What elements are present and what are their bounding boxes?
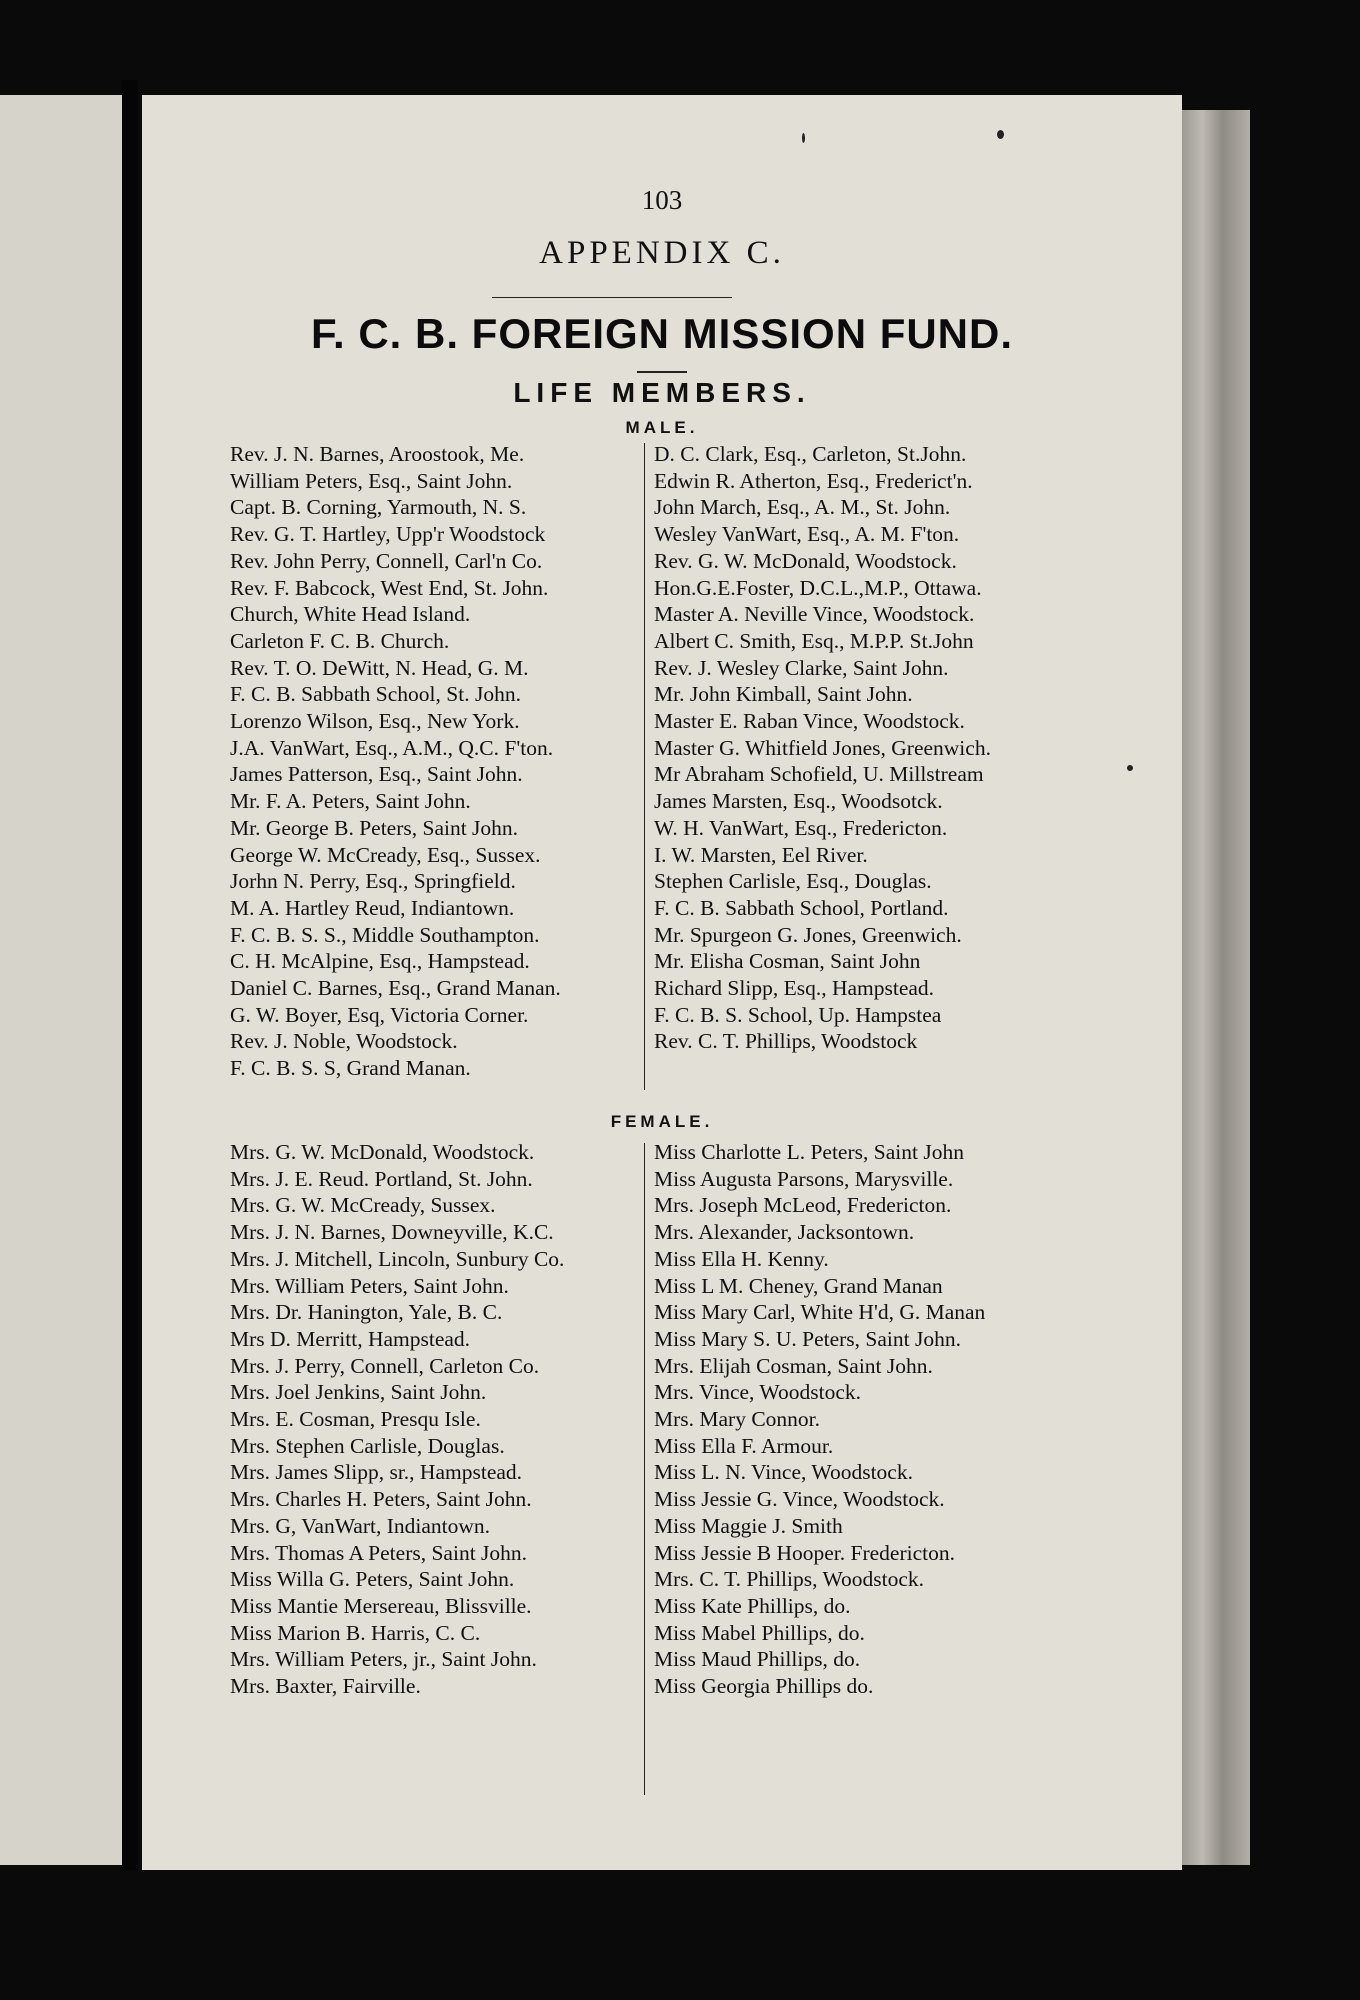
male-heading: MALE. [625, 418, 699, 437]
document-page [142, 95, 1182, 1870]
list-item: Miss Augusta Parsons, Marysville. [654, 1166, 954, 1191]
list-item: Miss Charlotte L. Peters, Saint John [654, 1140, 964, 1164]
list-item: John March, Esq., A. M., St. John. [654, 495, 951, 520]
list-item: Mrs. G. W. McDonald, Woodstock. [230, 1140, 535, 1164]
list-item: Mr. John Kimball, Saint John. [654, 682, 913, 707]
list-item: Miss L M. Cheney, Grand Manan [654, 1273, 943, 1298]
list-item: Mrs D. Merritt, Hampstead. [230, 1326, 471, 1351]
list-item: F. C. B. Sabbath School, Portland. [654, 895, 949, 920]
list-item: Miss Georgia Phillips do. [654, 1674, 874, 1699]
list-item: Master E. Raban Vince, Woodstock. [654, 709, 965, 734]
list-item: Mrs. Stephen Carlisle, Douglas. [230, 1433, 505, 1458]
list-item: Rev. C. T. Phillips, Woodstock [654, 1029, 918, 1054]
list-item: Miss Maggie J. Smith [654, 1513, 843, 1538]
ink-speck [1127, 765, 1133, 771]
list-item: Miss L. N. Vince, Woodstock. [654, 1460, 913, 1485]
list-item: Mrs. G. W. McCready, Sussex. [230, 1193, 496, 1218]
male-list-right [654, 441, 991, 1055]
female-list-right [654, 1139, 985, 1700]
list-item: Mrs. G, VanWart, Indiantown. [230, 1513, 491, 1538]
list-item: Miss Mantie Mersereau, Blissville. [230, 1593, 532, 1618]
list-item: Mrs. J. E. Reud. Portland, St. John. [230, 1166, 533, 1191]
female-list-left [230, 1139, 564, 1700]
list-item: Mrs. Charles H. Peters, Saint John. [230, 1487, 532, 1512]
list-item: F. C. B. Sabbath School, St. John. [230, 682, 521, 707]
page-title: F. C. B. FOREIGN MISSION FUND. [310, 310, 1014, 357]
list-item: W. H. VanWart, Esq., Fredericton. [654, 815, 948, 840]
list-item: Mrs. Dr. Hanington, Yale, B. C. [230, 1300, 503, 1325]
list-item: Mrs. William Peters, jr., Saint John. [230, 1647, 537, 1672]
list-item: Wesley VanWart, Esq., A. M. F'ton. [654, 522, 960, 547]
list-item: James Marsten, Esq., Woodsotck. [654, 789, 943, 814]
list-item: F. C. B. S. School, Up. Hampstea [654, 1002, 942, 1027]
list-item: Rev. J. Wesley Clarke, Saint John. [654, 655, 949, 680]
list-item: Rev. G. T. Hartley, Upp'r Woodstock [230, 522, 546, 547]
list-item: Miss Maud Phillips, do. [654, 1647, 861, 1672]
list-item: Mrs. Alexander, Jacksontown. [654, 1220, 915, 1245]
list-item: Mr. George B. Peters, Saint John. [230, 815, 519, 840]
list-item: George W. McCready, Esq., Sussex. [230, 842, 541, 867]
male-list-left [230, 441, 561, 1082]
list-item: Mrs. Baxter, Fairville. [230, 1674, 421, 1699]
list-item: James Patterson, Esq., Saint John. [230, 762, 523, 787]
list-item: Mrs. J. Mitchell, Lincoln, Sunbury Co. [230, 1246, 565, 1271]
list-item: Capt. B. Corning, Yarmouth, N. S. [230, 495, 527, 520]
page-stack-edge [1182, 110, 1250, 1865]
appendix-heading: APPENDIX C. [539, 235, 785, 271]
list-item: Carleton F. C. B. Church. [230, 628, 450, 653]
list-item: C. H. McAlpine, Esq., Hampstead. [230, 949, 530, 974]
list-item: Miss Mary Carl, White H'd, G. Manan [654, 1300, 986, 1325]
list-item: Mr. Spurgeon G. Jones, Greenwich. [654, 922, 962, 947]
list-item: Mrs. William Peters, Saint John. [230, 1273, 509, 1298]
list-item: Rev. J. Noble, Woodstock. [230, 1029, 458, 1054]
list-item: Daniel C. Barnes, Esq., Grand Manan. [230, 976, 561, 1001]
column-divider [644, 443, 645, 1090]
list-item: F. C. B. S. S., Middle Southampton. [230, 922, 540, 947]
list-item: Mrs. Elijah Cosman, Saint John. [654, 1353, 933, 1378]
list-item: Miss Jessie G. Vince, Woodstock. [654, 1487, 945, 1512]
list-item: J.A. VanWart, Esq., A.M., Q.C. F'ton. [230, 735, 554, 760]
list-item: I. W. Marsten, Eel River. [654, 842, 868, 867]
list-item: Edwin R. Atherton, Esq., Frederict'n. [654, 468, 973, 493]
list-item: Mrs. Joseph McLeod, Fredericton. [654, 1193, 952, 1218]
section-title: LIFE MEMBERS. [513, 377, 811, 408]
facing-page-edge [0, 95, 130, 1865]
list-item: Mrs. James Slipp, sr., Hampstead. [230, 1460, 523, 1485]
list-item: Miss Willa G. Peters, Saint John. [230, 1567, 515, 1592]
list-item: G. W. Boyer, Esq, Victoria Corner. [230, 1002, 529, 1027]
list-item: Mr. F. A. Peters, Saint John. [230, 789, 471, 814]
list-item: Mrs. Mary Connor. [654, 1407, 821, 1432]
list-item: Mrs. Joel Jenkins, Saint John. [230, 1380, 487, 1405]
list-item: Miss Ella H. Kenny. [654, 1246, 829, 1271]
list-item: D. C. Clark, Esq., Carleton, St.John. [654, 442, 967, 466]
list-item: William Peters, Esq., Saint John. [230, 468, 513, 493]
ink-speck [997, 130, 1004, 139]
list-item: Stephen Carlisle, Esq., Douglas. [654, 869, 932, 894]
column-divider [644, 1143, 645, 1795]
list-item: Church, White Head Island. [230, 602, 471, 627]
list-item: Rev. T. O. DeWitt, N. Head, G. M. [230, 655, 529, 680]
list-item: Miss Mabel Phillips, do. [654, 1620, 865, 1645]
list-item: Rev. J. N. Barnes, Aroostook, Me. [230, 442, 525, 466]
list-item: Mrs. J. N. Barnes, Downeyville, K.C. [230, 1220, 554, 1245]
book-binding [122, 80, 138, 1870]
list-item: Albert C. Smith, Esq., M.P.P. St.John [654, 628, 974, 653]
list-item: Mrs. Vince, Woodstock. [654, 1380, 861, 1405]
list-item: Miss Ella F. Armour. [654, 1433, 834, 1458]
list-item: Rev. G. W. McDonald, Woodstock. [654, 548, 957, 573]
list-item: Hon.G.E.Foster, D.C.L.,M.P., Ottawa. [654, 575, 982, 600]
list-item: Mr Abraham Schofield, U. Millstream [654, 762, 984, 787]
list-item: F. C. B. S. S, Grand Manan. [230, 1056, 471, 1081]
list-item: Miss Marion B. Harris, C. C. [230, 1620, 481, 1645]
list-item: Mr. Elisha Cosman, Saint John [654, 949, 921, 974]
page-number: 103 [641, 185, 683, 215]
ink-speck [802, 133, 805, 143]
list-item: M. A. Hartley Reud, Indiantown. [230, 895, 515, 920]
list-item: Master G. Whitfield Jones, Greenwich. [654, 735, 991, 760]
list-item: Lorenzo Wilson, Esq., New York. [230, 709, 520, 734]
list-item: Master A. Neville Vince, Woodstock. [654, 602, 975, 627]
list-item: Rev. John Perry, Connell, Carl'n Co. [230, 548, 543, 573]
list-item: Miss Jessie B Hooper. Fredericton. [654, 1540, 955, 1565]
list-item: Miss Mary S. U. Peters, Saint John. [654, 1326, 961, 1351]
list-item: Mrs. C. T. Phillips, Woodstock. [654, 1567, 925, 1592]
female-heading: FEMALE. [610, 1112, 714, 1131]
list-item: Miss Kate Phillips, do. [654, 1593, 851, 1618]
heading-rule [492, 297, 732, 298]
list-item: Rev. F. Babcock, West End, St. John. [230, 575, 549, 600]
title-rule [637, 371, 687, 373]
list-item: Richard Slipp, Esq., Hampstead. [654, 976, 935, 1001]
list-item: Mrs. J. Perry, Connell, Carleton Co. [230, 1353, 540, 1378]
list-item: Mrs. E. Cosman, Presqu Isle. [230, 1407, 481, 1432]
list-item: Mrs. Thomas A Peters, Saint John. [230, 1540, 528, 1565]
list-item: Jorhn N. Perry, Esq., Springfield. [230, 869, 516, 894]
